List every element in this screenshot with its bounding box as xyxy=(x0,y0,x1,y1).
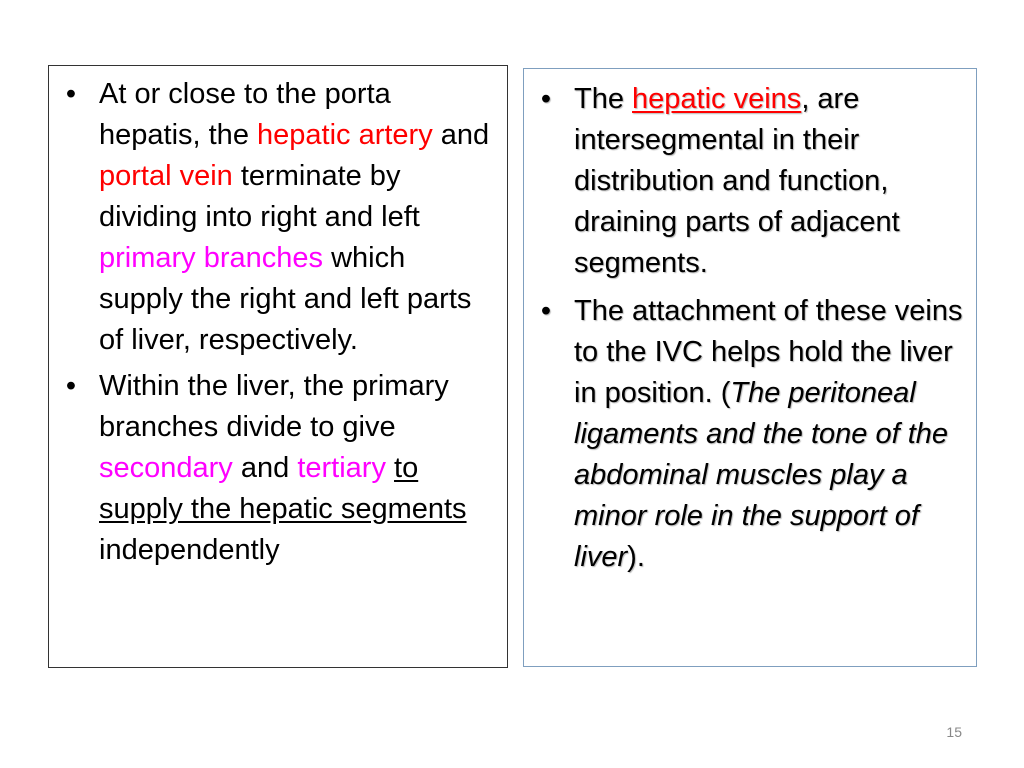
left-text-box xyxy=(48,65,508,668)
left-bullet-item-1 xyxy=(49,74,497,361)
left-bullet-list xyxy=(49,74,497,571)
page-number: 15 xyxy=(946,724,962,740)
supply-segments-underlined: to supply the hepatic segments xyxy=(99,452,467,525)
right-b2-text-1: The attachment of these veins to the IVC helps hold the liver in position. ( xyxy=(574,295,963,409)
bullet-icon: • xyxy=(540,83,552,115)
portal-vein-term: portal vein xyxy=(99,160,233,192)
peritoneal-ligaments-note: The peritoneal ligaments and the tone of the abdominal muscles play a minor role in the support of liver xyxy=(574,377,949,573)
left-b1-text-4: which supply the right and left parts of liver, respectively. xyxy=(99,242,472,356)
secondary-term: secondary xyxy=(99,452,233,484)
left-b1-text-1: At or close to the porta hepatis, the xyxy=(99,78,391,151)
bullet-icon: • xyxy=(65,370,77,402)
left-b2-text-3 xyxy=(386,452,394,484)
right-bullet-item-1 xyxy=(524,79,976,284)
left-b1-text-2: and xyxy=(432,119,490,151)
bullet-icon: • xyxy=(540,295,552,327)
right-bullet-item-2 xyxy=(524,291,976,578)
right-text-box xyxy=(523,68,977,667)
bullet-icon: • xyxy=(65,78,77,110)
tertiary-term: tertiary xyxy=(297,452,386,484)
right-b2-text-2: ). xyxy=(627,541,645,573)
left-b2-text-4: independently xyxy=(99,534,280,566)
hepatic-artery-term: hepatic artery xyxy=(257,119,433,151)
left-bullet-item-2 xyxy=(49,366,497,571)
right-b1-text-1: The xyxy=(574,83,633,115)
primary-branches-term: primary branches xyxy=(99,242,324,274)
hepatic-veins-term: hepatic veins xyxy=(632,83,802,115)
left-b1-text-3: terminate by dividing into right and left xyxy=(99,160,420,233)
left-b2-text-2: and xyxy=(232,452,298,484)
right-bullet-list xyxy=(524,79,976,578)
right-b1-text-2: , are intersegmental in their distribution and function, draining parts of adjacent segments. xyxy=(574,83,900,279)
left-b2-text-1: Within the liver, the primary branches divide to give xyxy=(99,370,449,443)
